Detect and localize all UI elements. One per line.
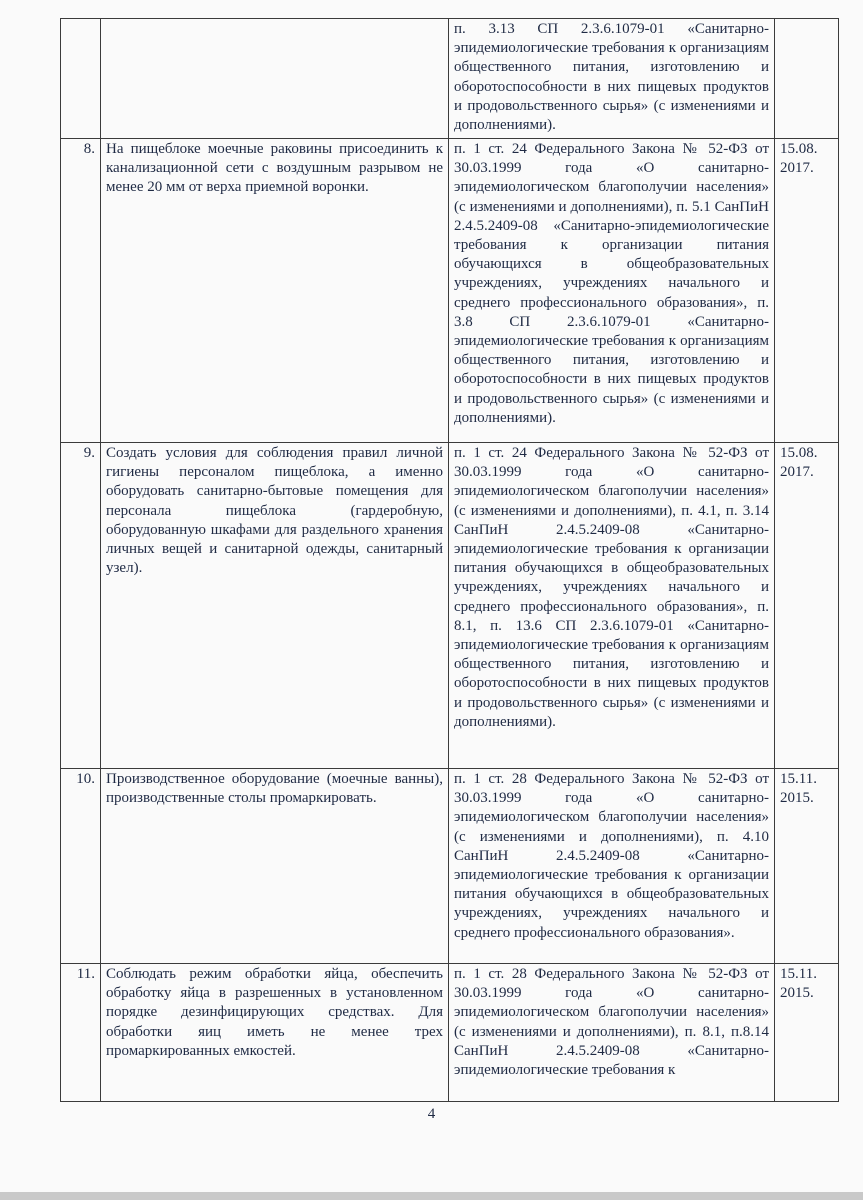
row-number: 8. (61, 139, 101, 443)
deadline-date (775, 19, 839, 139)
requirement-text (101, 19, 449, 139)
deadline-date: 15.08. 2017. (775, 443, 839, 769)
deadline-date: 15.11. 2015. (775, 964, 839, 1102)
page-number: 4 (427, 1106, 436, 1122)
legal-reference: п. 1 ст. 24 Федерального Закона № 52-ФЗ от 30.03.1999 года «О санитарно-эпидемиологическом благополучии населения» (с изменениями и дополнениями), п. 5.1 СанПиН 2.4.5.2409-08 «Санитарно-эпидемиологические требования к организации питания обучающихся в общеобразовательных учреждениях, учреждениях начального и среднего профессионального образования», п. 3.8 СП 2.3.6.1079-01 «Санитарно-эпидемиологические требования к организациям общественного питания, изготовлению и оборотоспособности в них пищевых продуктов и продовольственного сырья» (с изменениями и дополнениями). (449, 139, 775, 443)
table-row (61, 19, 839, 139)
legal-reference: п. 1 ст. 28 Федерального Закона № 52-ФЗ от 30.03.1999 года «О санитарно-эпидемиологическом благополучии населения» (с изменениями и дополнениями), п. 8.1, п.8.14 СанПиН 2.4.5.2409-08 «Санитарно-эпидемиологические требования к (449, 964, 775, 1102)
requirement-text: Производственное оборудование (моечные ванны), производственные столы промаркировать. (101, 769, 449, 964)
deadline-date: 15.11. 2015. (775, 769, 839, 964)
legal-reference: п. 1 ст. 24 Федерального Закона № 52-ФЗ от 30.03.1999 года «О санитарно-эпидемиологическом благополучии населения» (с изменениями и дополнениями), п. 4.1, п. 3.14 СанПиН 2.4.5.2409-08 «Санитарно-эпидемиологические требования к организации питания обучающихся в общеобразовательных учреждениях, учреждениях начального и среднего профессионального образования», п. 8.1, п. 13.6 СП 2.3.6.1079-01 «Санитарно-эпидемиологические требования к организациям общественного питания, изготовлению и оборотоспособности в них пищевых продуктов и продовольственного сырья» (с изменениями и дополнениями). (449, 443, 775, 769)
scan-edge (0, 1192, 863, 1200)
requirement-text: Создать условия для соблюдения правил личной гигиены персоналом пищеблока, а именно оборудовать санитарно-бытовые помещения для персонала пищеблока (гардеробную, оборудованную шкафами для раздельного хранения личных вещей и санитарной одежды, санитарный узел). (101, 443, 449, 769)
row-number (61, 19, 101, 139)
table-row (61, 139, 839, 443)
deadline-date: 15.08. 2017. (775, 139, 839, 443)
row-number: 9. (61, 443, 101, 769)
row-number: 10. (61, 769, 101, 964)
requirement-text: На пищеблоке моечные раковины присоединить к канализационной сети с воздушным разрывом не менее 20 мм от верха приемной воронки. (101, 139, 449, 443)
requirements-table (60, 18, 839, 1102)
legal-reference: п. 1 ст. 28 Федерального Закона № 52-ФЗ от 30.03.1999 года «О санитарно-эпидемиологическом благополучии населения» (с изменениями и дополнениями), п. 4.10 СанПиН 2.4.5.2409-08 «Санитарно-эпидемиологические требования к организации питания обучающихся в общеобразовательных учреждениях, учреждениях начального и среднего профессионального образования». (449, 769, 775, 964)
table-row (61, 769, 839, 964)
table-row (61, 443, 839, 769)
requirement-text: Соблюдать режим обработки яйца, обеспечить обработку яйца в разрешенных в установленном порядке дезинфицирующих средствах. Для обработки яиц иметь не менее трех промаркированных емкостей. (101, 964, 449, 1102)
row-number: 11. (61, 964, 101, 1102)
legal-reference: п. 3.13 СП 2.3.6.1079-01 «Санитарно-эпидемиологические требования к организациям общественного питания, изготовлению и оборотоспособности в них пищевых продуктов и продовольственного сырья» (с изменениями и дополнениями). (449, 19, 775, 139)
table-row (61, 964, 839, 1102)
